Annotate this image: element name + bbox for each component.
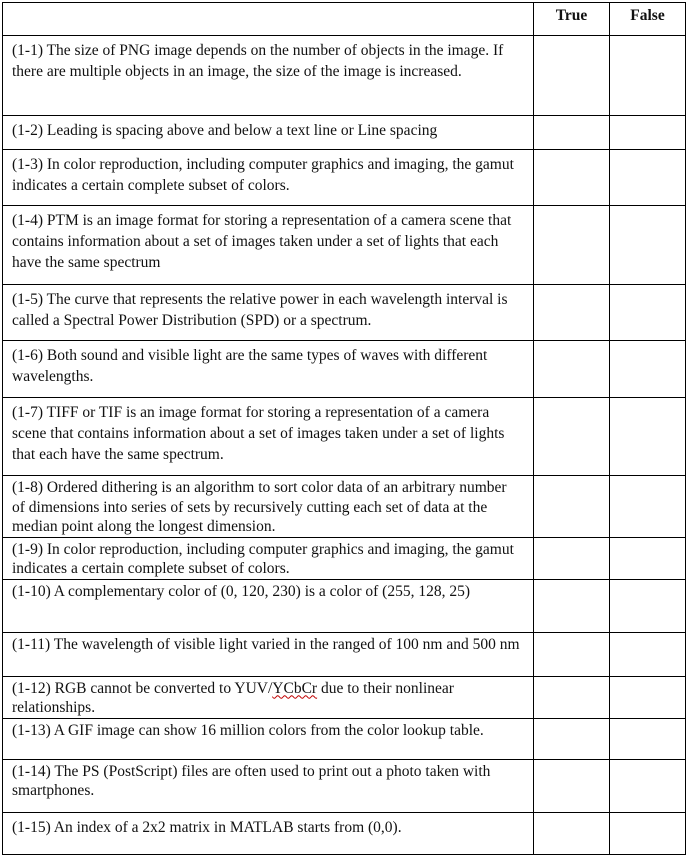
question-1-2-text: (1-2) Leading is spacing above and below a text line or Line spacing xyxy=(3,116,534,150)
question-1-9-text: (1-9) In color reproduction, including computer graphics and imaging, the gamut indicates a certain complete subset of colors. xyxy=(3,537,534,579)
question-1-7-text: (1-7) TIFF or TIF is an image format for storing a representation of a camera scene that contains information about a set of images taken under a set of lights that each have the same spectrum. xyxy=(3,398,534,476)
q1-4-false-cell[interactable] xyxy=(610,206,686,285)
q1-2-true-cell[interactable] xyxy=(534,116,610,150)
question-1-13-text: (1-13) A GIF image can show 16 million colors from the color lookup table. xyxy=(3,718,534,759)
question-1-12-text-after: due to their nonlinear relationships. xyxy=(12,679,454,716)
question-row xyxy=(3,398,686,476)
q1-4-true-cell[interactable] xyxy=(534,206,610,285)
q1-1-true-cell[interactable] xyxy=(534,36,610,116)
q1-3-false-cell[interactable] xyxy=(610,150,686,206)
question-row xyxy=(3,341,686,398)
question-1-8-text: (1-8) Ordered dithering is an algorithm to sort color data of an arbitrary number of dimensions into series of sets by recursively cutting each set of data at the median point along the longest dimension. xyxy=(3,476,534,538)
q1-11-false-cell[interactable] xyxy=(610,632,686,676)
true-false-table xyxy=(2,2,686,855)
question-row xyxy=(3,676,686,718)
q1-11-true-cell[interactable] xyxy=(534,632,610,676)
question-1-15-text: (1-15) An index of a 2x2 matrix in MATLAB starts from (0,0). xyxy=(3,812,534,854)
q1-14-false-cell[interactable] xyxy=(610,759,686,812)
q1-14-true-cell[interactable] xyxy=(534,759,610,812)
q1-6-false-cell[interactable] xyxy=(610,341,686,398)
question-row xyxy=(3,206,686,285)
q1-13-true-cell[interactable] xyxy=(534,718,610,759)
q1-9-false-cell[interactable] xyxy=(610,537,686,579)
q1-5-true-cell[interactable] xyxy=(534,285,610,341)
statement-header-cell xyxy=(3,3,534,36)
q1-8-true-cell[interactable] xyxy=(534,476,610,538)
q1-13-false-cell[interactable] xyxy=(610,718,686,759)
q1-10-false-cell[interactable] xyxy=(610,579,686,632)
question-row xyxy=(3,537,686,579)
q1-1-false-cell[interactable] xyxy=(610,36,686,116)
q1-12-true-cell[interactable] xyxy=(534,676,610,718)
q1-7-false-cell[interactable] xyxy=(610,398,686,476)
header-row xyxy=(3,3,686,36)
q1-15-false-cell[interactable] xyxy=(610,812,686,854)
question-row xyxy=(3,632,686,676)
question-1-5-text: (1-5) The curve that represents the relative power in each wavelength interval is called a Spectral Power Distribution (SPD) or a spectrum. xyxy=(3,285,534,341)
q1-9-true-cell[interactable] xyxy=(534,537,610,579)
question-row xyxy=(3,285,686,341)
question-1-11-text: (1-11) The wavelength of visible light varied in the ranged of 100 nm and 500 nm xyxy=(3,632,534,676)
question-row xyxy=(3,150,686,206)
spellcheck-flagged-word: YCbCr xyxy=(272,679,318,697)
question-row xyxy=(3,116,686,150)
q1-12-false-cell[interactable] xyxy=(610,676,686,718)
question-row xyxy=(3,812,686,854)
question-row xyxy=(3,579,686,632)
question-1-14-text: (1-14) The PS (PostScript) files are often used to print out a photo taken with smartphones. xyxy=(3,759,534,812)
question-1-10-text: (1-10) A complementary color of (0, 120, 230) is a color of (255, 128, 25) xyxy=(3,579,534,632)
question-row xyxy=(3,718,686,759)
q1-7-true-cell[interactable] xyxy=(534,398,610,476)
question-row xyxy=(3,36,686,116)
true-column-header: True xyxy=(534,3,610,36)
question-1-4-text: (1-4) PTM is an image format for storing a representation of a camera scene that contains information about a set of images taken under a set of lights that each have the same spectrum xyxy=(3,206,534,285)
q1-15-true-cell[interactable] xyxy=(534,812,610,854)
question-1-1-text: (1-1) The size of PNG image depends on the number of objects in the image. If there are multiple objects in an image, the size of the image is increased. xyxy=(3,36,534,116)
false-column-header: False xyxy=(610,3,686,36)
question-1-12-text-before: (1-12) RGB cannot be converted to YUV/ xyxy=(12,679,273,697)
question-row xyxy=(3,759,686,812)
q1-5-false-cell[interactable] xyxy=(610,285,686,341)
question-1-3-text: (1-3) In color reproduction, including computer graphics and imaging, the gamut indicates a certain complete subset of colors. xyxy=(3,150,534,206)
q1-3-true-cell[interactable] xyxy=(534,150,610,206)
question-row xyxy=(3,476,686,538)
q1-10-true-cell[interactable] xyxy=(534,579,610,632)
q1-8-false-cell[interactable] xyxy=(610,476,686,538)
q1-2-false-cell[interactable] xyxy=(610,116,686,150)
question-1-6-text: (1-6) Both sound and visible light are the same types of waves with different wavelengths. xyxy=(3,341,534,398)
q1-6-true-cell[interactable] xyxy=(534,341,610,398)
question-1-12-text xyxy=(3,676,534,718)
